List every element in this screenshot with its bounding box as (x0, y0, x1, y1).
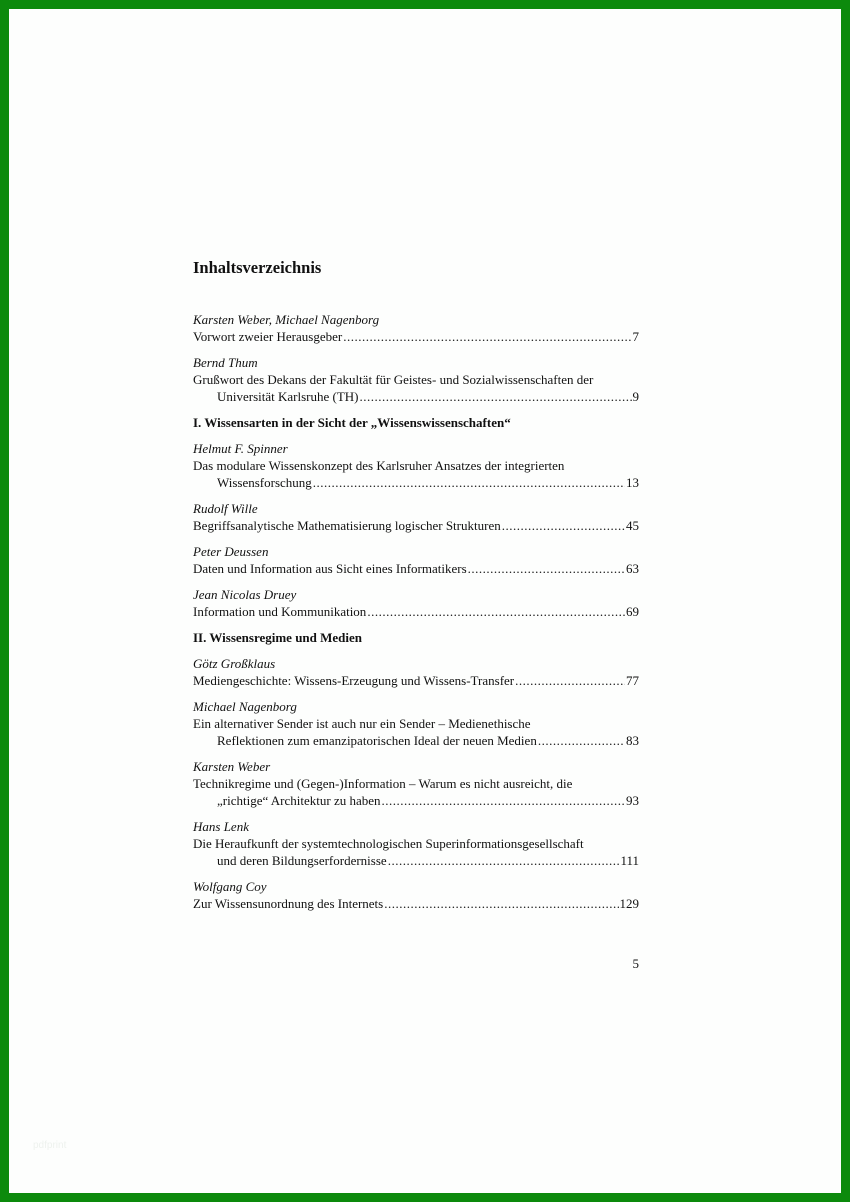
entry-author: Bernd Thum (193, 355, 258, 370)
toc-entry[interactable] (193, 758, 639, 809)
entry-title-continued: Reflektionen zum emanzipatorischen Ideal der neuen Medien (217, 733, 537, 748)
page-number: 5 (632, 956, 639, 971)
entry-author: Karsten Weber (193, 759, 271, 774)
entry-author: Hans Lenk (193, 819, 249, 834)
entry-page: 111 (620, 853, 639, 868)
dot-leader (468, 560, 625, 577)
entry-title: Ein alternativer Sender ist auch nur ein Sender – Medienethische (193, 716, 531, 731)
toc-entry[interactable] (193, 543, 639, 577)
dot-leader (343, 328, 631, 345)
dot-leader (515, 672, 625, 689)
dot-leader (313, 474, 625, 491)
entry-title-continued: Universität Karlsruhe (TH) (217, 389, 359, 404)
dot-leader (382, 792, 625, 809)
toc-entry[interactable] (193, 698, 639, 749)
entry-page: 7 (632, 329, 639, 344)
toc-entry[interactable] (193, 354, 639, 405)
entry-author: Rudolf Wille (193, 501, 258, 516)
toc-entry[interactable] (193, 878, 639, 912)
dot-leader (502, 517, 625, 534)
toc-entry[interactable] (193, 586, 639, 620)
dot-leader (360, 388, 632, 405)
entry-title: Mediengeschichte: Wissens-Erzeugung und Wissens-Transfer (193, 673, 515, 688)
entry-page: 45 (626, 518, 639, 533)
entry-author: Peter Deussen (193, 544, 269, 559)
entry-page: 69 (626, 604, 639, 619)
entry-title-continued: „richtige“ Architektur zu haben (217, 793, 381, 808)
section-heading: I. Wissensarten in der Sicht der „Wissenswissenschaften“ (193, 415, 511, 430)
entry-title: Information und Kommunikation (193, 604, 367, 619)
entry-title: Zur Wissensunordnung des Internets (193, 896, 384, 911)
toc-entry[interactable] (193, 311, 639, 345)
entry-page: 93 (626, 793, 639, 808)
entry-author: Wolfgang Coy (193, 879, 267, 894)
toc-title: Inhaltsverzeichnis (193, 258, 322, 277)
section-heading: II. Wissensregime und Medien (193, 630, 363, 645)
toc-entry[interactable] (193, 500, 639, 534)
entry-author: Helmut F. Spinner (193, 441, 288, 456)
entry-title: Die Heraufkunft der systemtechnologischen Superinformationsgesellschaft (193, 836, 584, 851)
entry-title: Technikregime und (Gegen-)Information – Warum es nicht ausreicht, die (193, 776, 573, 791)
entry-title: Grußwort des Dekans der Fakultät für Geistes- und Sozialwissenschaften der (193, 372, 594, 387)
entry-author: Jean Nicolas Druey (193, 587, 297, 602)
entry-title-continued: und deren Bildungserfordernisse (217, 853, 387, 868)
table-of-contents (193, 256, 639, 912)
dot-leader (388, 852, 620, 869)
toc-entry[interactable] (193, 818, 639, 869)
entry-title: Das modulare Wissenskonzept des Karlsruher Ansatzes der integrierten (193, 458, 565, 473)
entry-page: 63 (626, 561, 639, 576)
entry-page: 129 (619, 896, 639, 911)
entry-page: 77 (626, 673, 639, 688)
dot-leader (367, 603, 625, 620)
watermark: pdfprint (33, 1140, 67, 1151)
toc-entry[interactable] (193, 655, 639, 689)
entry-title: Vorwort zweier Herausgeber (193, 329, 343, 344)
entry-page: 83 (626, 733, 639, 748)
entry-author: Götz Großklaus (193, 656, 276, 671)
entry-author: Michael Nagenborg (193, 699, 297, 714)
entry-title: Begriffsanalytische Mathematisierung logischer Strukturen (193, 518, 501, 533)
entry-title: Daten und Information aus Sicht eines Informatikers (193, 561, 467, 576)
dot-leader (384, 895, 618, 912)
entry-title-continued: Wissensforschung (217, 475, 312, 490)
entry-author: Karsten Weber, Michael Nagenborg (193, 312, 380, 327)
dot-leader (538, 732, 625, 749)
toc-entry[interactable] (193, 440, 639, 491)
entry-page: 9 (632, 389, 639, 404)
entry-page: 13 (626, 475, 639, 490)
